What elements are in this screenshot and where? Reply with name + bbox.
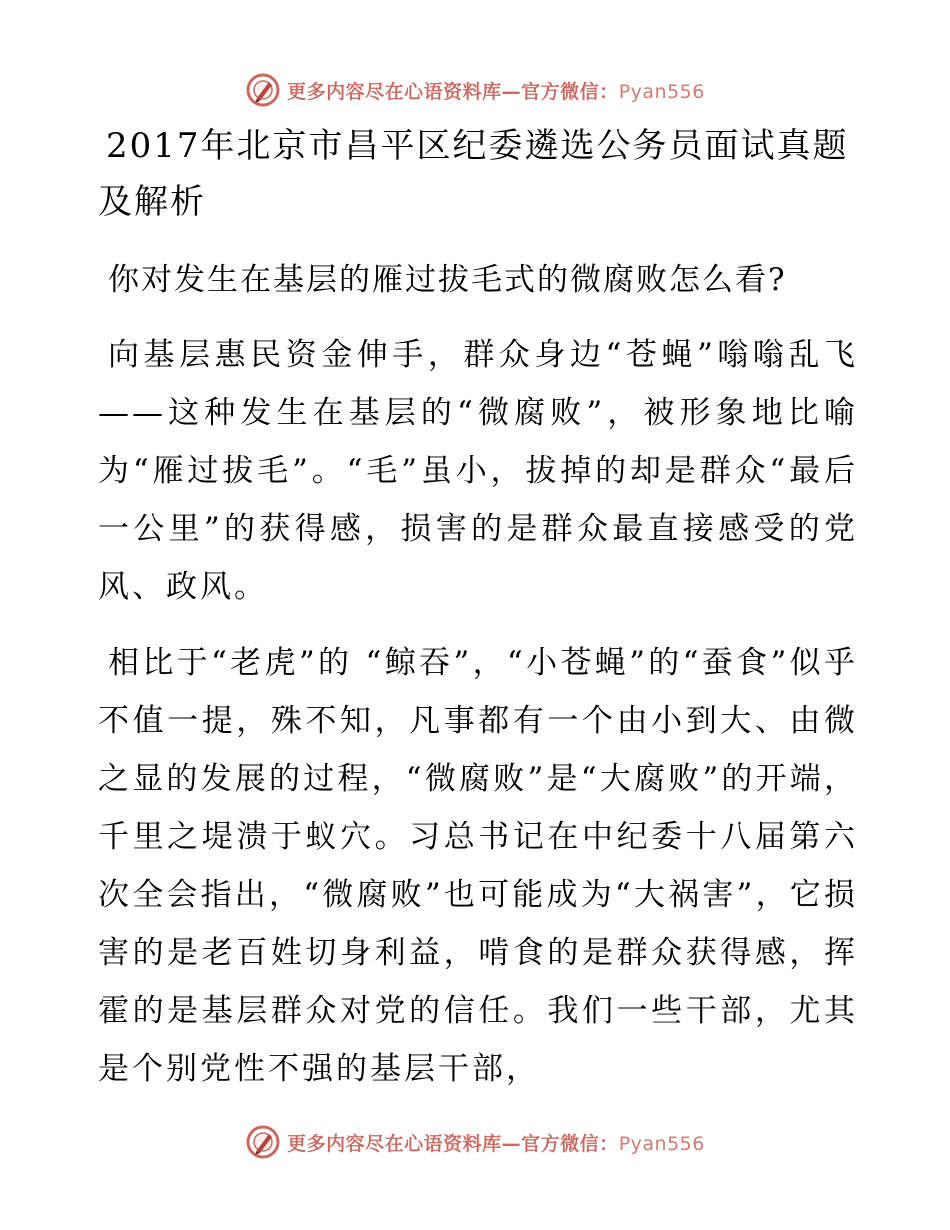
document-body	[98, 118, 858, 1098]
banner-site-name: 更多内容尽在心语资料库	[287, 1132, 502, 1155]
interview-question: 你对发生在基层的雁过拔毛式的微腐败怎么看?	[108, 262, 787, 298]
banner-text	[287, 1129, 705, 1156]
header-watermark-banner	[0, 68, 950, 112]
banner-separator: —	[501, 80, 522, 103]
answer-paragraph-1: 向基层惠民资金伸手，群众身边“苍蝇”嗡嗡乱飞——这种发生在基层的“微腐败”，被形象地比喻为“雁过拔毛”。“毛”虽小，拔掉的却是群众“最后一公里”的获得感，损害的是群众最直接感受的党风、政风。	[98, 337, 858, 605]
banner-site-name: 更多内容尽在心语资料库	[287, 80, 502, 103]
pen-logo-icon	[245, 1124, 281, 1160]
banner-separator: —	[501, 1132, 522, 1155]
banner-account: Pyan556	[618, 1132, 705, 1155]
document-title: 2017年北京市昌平区纪委遴选公务员面试真题及解析	[98, 126, 849, 222]
banner-text	[287, 77, 705, 104]
banner-account: Pyan556	[618, 80, 705, 103]
banner-label: 官方微信：	[521, 1132, 619, 1155]
pen-logo-icon	[245, 72, 281, 108]
banner-label: 官方微信：	[521, 80, 619, 103]
answer-paragraph-2: 相比于“老虎”的 “鲸吞”，“小苍蝇”的“蚕食”似乎不值一提，殊不知，凡事都有一个由小到大、由微之显的发展的过程，“微腐败”是“大腐败”的开端，千里之堤溃于蚁穴。习总书记在中纪委十八届第六次全会指出，“微腐败”也可能成为“大祸害”，它损害的是老百姓切身利益，啃食的是群众获得感，挥霍的是基层群众对党的信任。我们一些干部，尤其是个别党性不强的基层干部，	[98, 645, 858, 1087]
footer-watermark-banner	[0, 1120, 950, 1164]
